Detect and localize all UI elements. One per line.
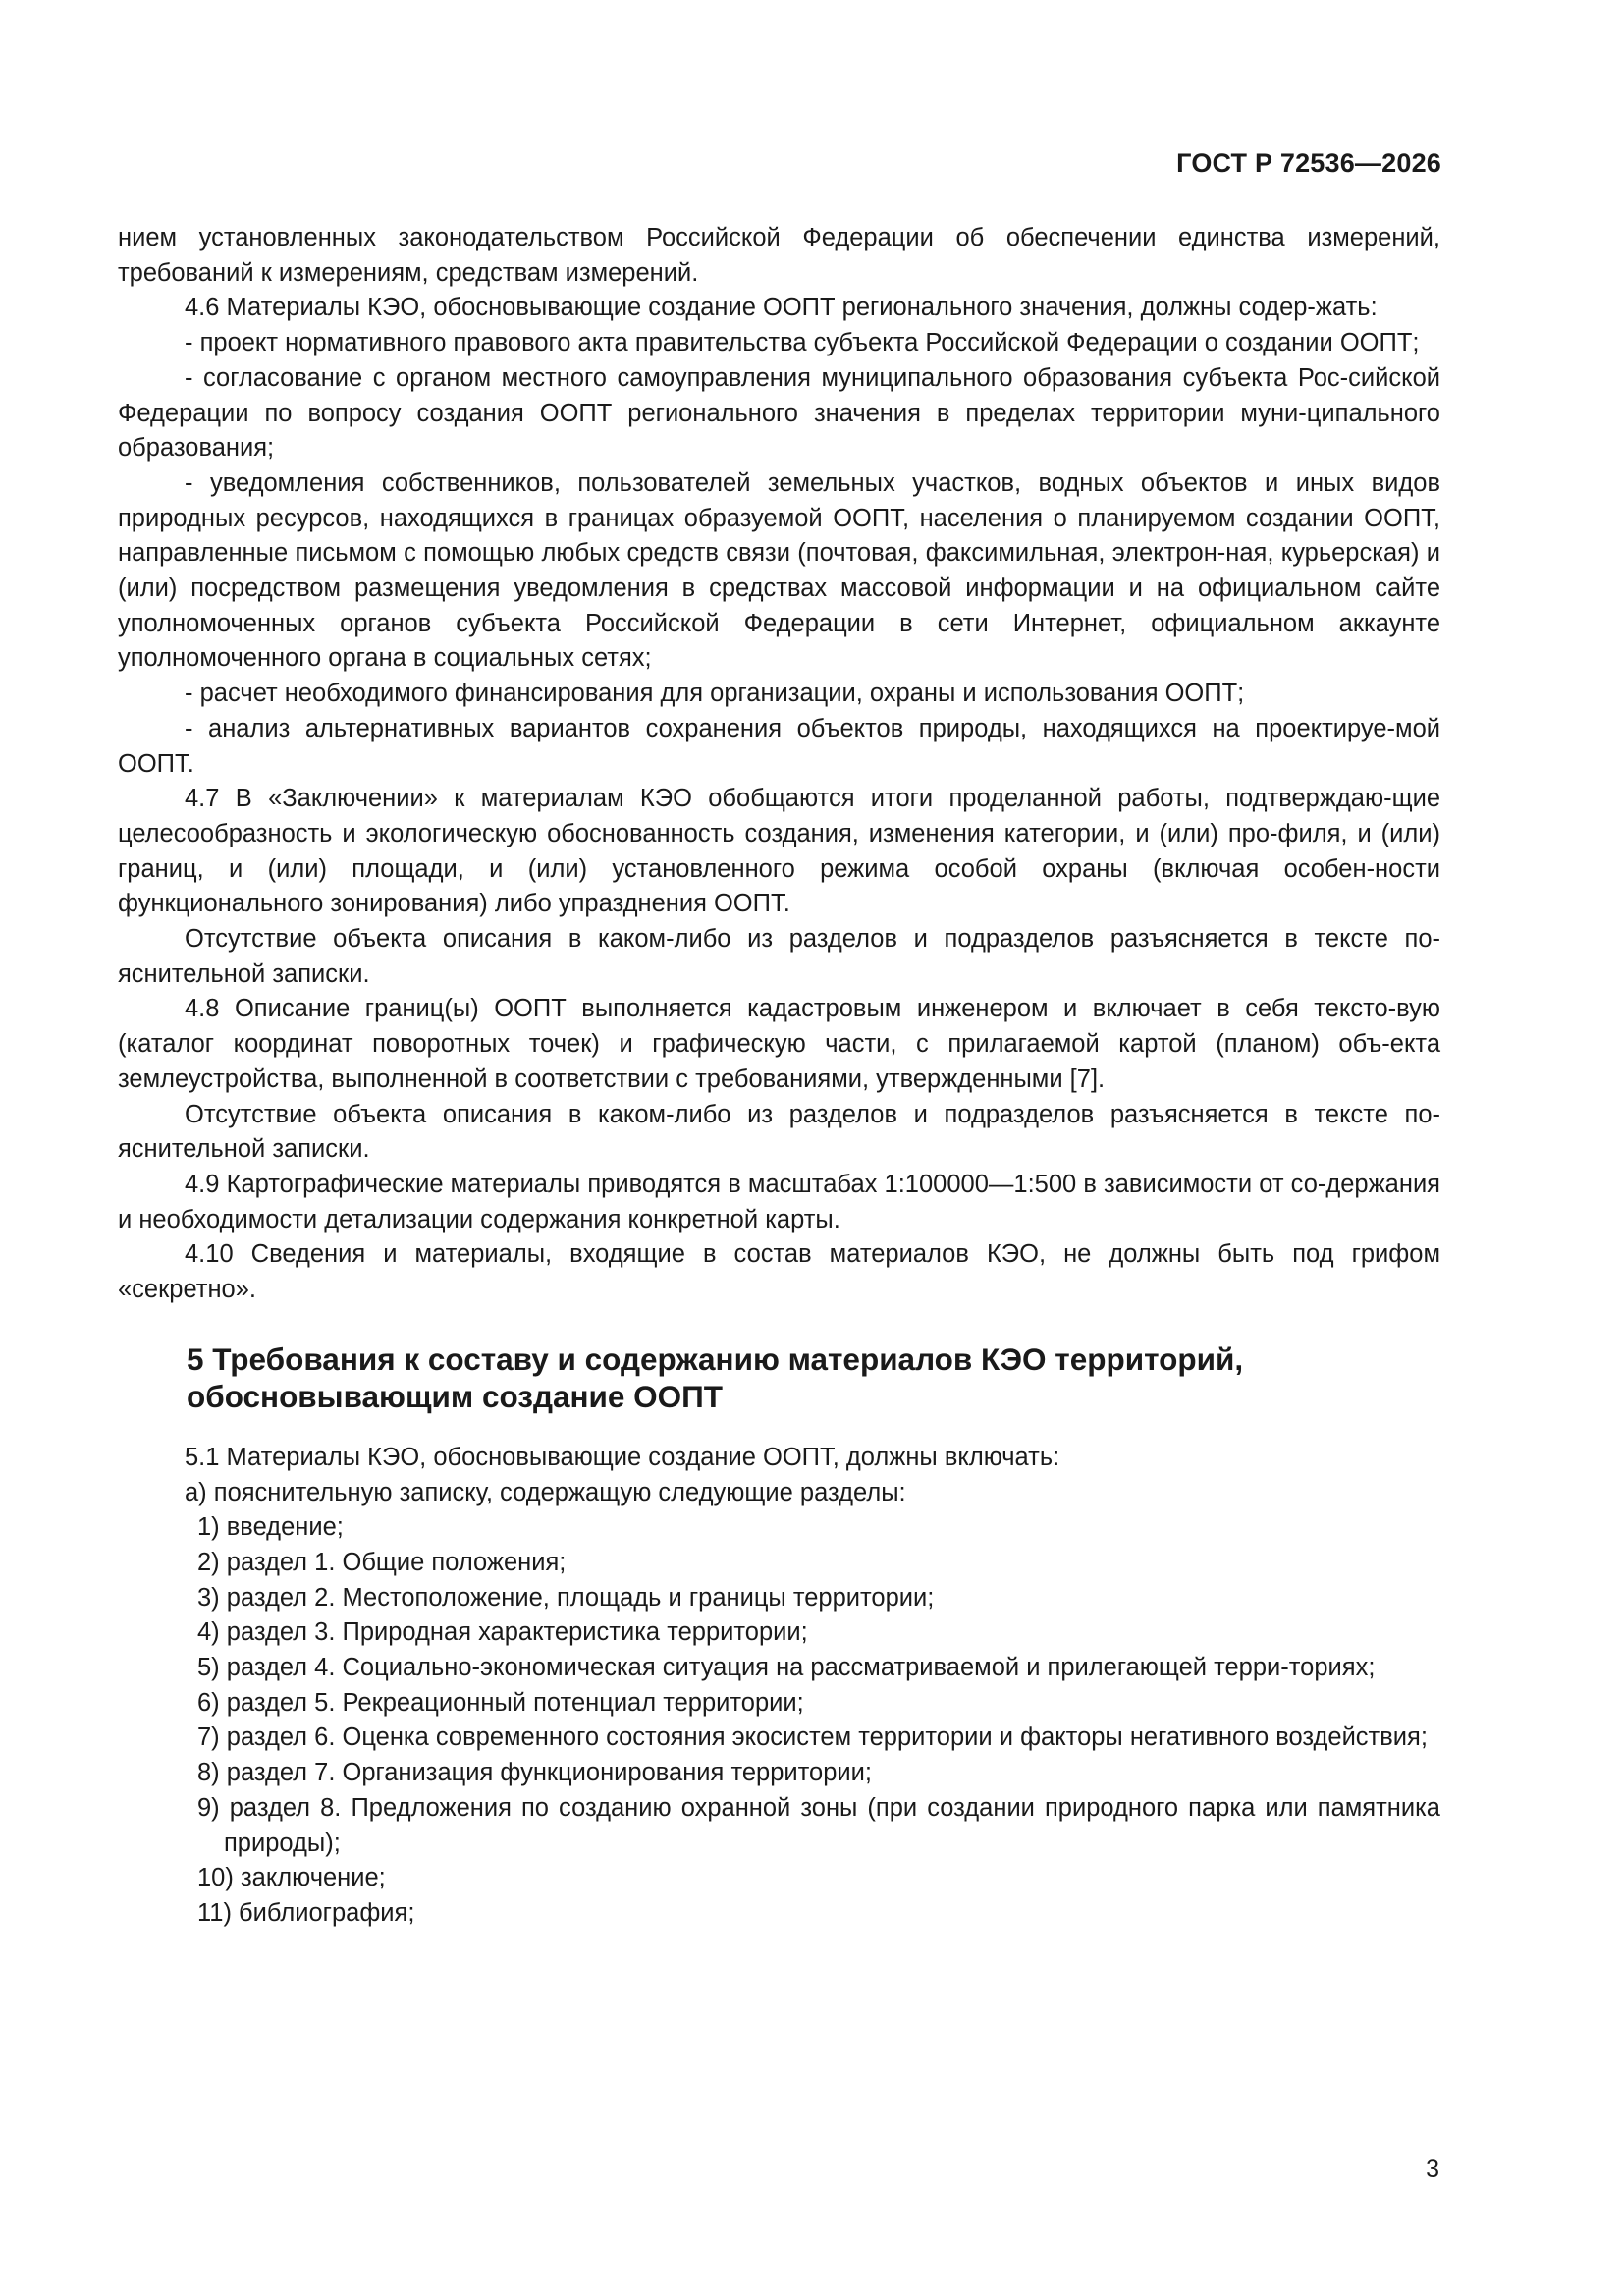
paragraph-4-10: 4.10 Сведения и материалы, входящие в состав материалов КЭО, не должны быть под грифом «секретно». <box>118 1240 1440 1304</box>
paragraph-4-8: 4.8 Описание границ(ы) ООПТ выполняется кадастровым инженером и включает в себя тексто-вую (каталог координат поворотных точек) и графическую части, с прилагаемой картой (планом) объ-екта землеустройства, выполненной в соответствии с требованиями, утвержденными [7]. <box>118 995 1440 1093</box>
section-heading <box>187 1340 1440 1415</box>
section-heading-line: 5 Требования к составу и содержанию материалов КЭО территорий, <box>187 1340 1244 1377</box>
sublist-item: 1) введение; <box>197 1513 344 1542</box>
sublist-item: 7) раздел 6. Оценка современного состояния экосистем территории и факторы негативного воздействия; <box>197 1723 1428 1752</box>
sublist-item: 4) раздел 3. Природная характеристика территории; <box>197 1618 808 1647</box>
paragraph: Отсутствие объекта описания в каком-либо из разделов и подразделов разъясняется в тексте по-яснительной записки. <box>118 1100 1440 1164</box>
list-item-a: а) пояснительную записку, содержащую следующие разделы: <box>185 1478 906 1506</box>
sublist-item: 5) раздел 4. Социально-экономическая ситуация на рассматриваемой и прилегающей терри-ториях; <box>197 1654 1376 1682</box>
paragraph-4-7: 4.7 В «Заключении» к материалам КЭО обобщаются итоги проделанной работы, подтверждаю-щие целесообразность и экологическую обоснованность создания, изменения категории, и (или) про-филя, и (или) границ, и (или) площади, и (или) установленного режима особой охраны (включая особен-ности функционального зонирования) либо упразднения ООПТ. <box>118 785 1440 918</box>
sublist-item: 2) раздел 1. Общие положения; <box>197 1548 567 1576</box>
list-item: - согласование с органом местного самоуправления муниципального образования субъекта Рос-сийской Федерации по вопросу создания ООПТ регионального значения в пределах территории муни-ципального образования; <box>118 363 1440 463</box>
paragraph-4-6: 4.6 Материалы КЭО, обосновывающие создание ООПТ регионального значения, должны содер-жать: <box>185 294 1378 322</box>
sublist-item: 3) раздел 2. Местоположение, площадь и границы территории; <box>197 1583 935 1612</box>
list-item: - анализ альтернативных вариантов сохранения объектов природы, находящихся на проектируе-мой ООПТ. <box>118 714 1440 778</box>
paragraph: Отсутствие объекта описания в каком-либо из разделов и подразделов разъясняется в тексте по-яснительной записки. <box>118 925 1440 988</box>
list-item: - проект нормативного правового акта правительства субъекта Российской Федерации о создании ООПТ; <box>185 329 1420 357</box>
sublist-item: 6) раздел 5. Рекреационный потенциал территории; <box>197 1688 804 1717</box>
paragraph-5-1: 5.1 Материалы КЭО, обосновывающие создание ООПТ, должны включать: <box>185 1443 1060 1471</box>
paragraph: нием установленных законодательством Российской Федерации об обеспечении единства измерений, требований к измерениям, средствам измерений. <box>118 224 1440 287</box>
sublist-item: 10) заключение; <box>197 1864 386 1892</box>
section-heading-line: обосновывающим создание ООПТ <box>187 1378 724 1414</box>
sublist <box>118 1510 1440 1931</box>
sublist-item: 9) раздел 8. Предложения по созданию охранной зоны (при создании природного парка или памятника природы); <box>197 1793 1440 1857</box>
list-item: - уведомления собственников, пользователей земельных участков, водных объектов и иных видов природных ресурсов, находящихся в границах образуемой ООПТ, населения о планируемом создании ООПТ, направленные письмом с помощью любых средств связи (почтовая, факсимильная, электрон-ная, курьерская) и (или) посредством размещения уведомления в средствах массовой информации и на официальном сайте уполномоченных органов субъекта Российской Федерации в сети Интернет, официальном аккаунте уполномоченного органа в социальных сетях; <box>118 468 1440 673</box>
document-header: ГОСТ Р 72536—2026 <box>1176 148 1441 178</box>
sublist-item: 8) раздел 7. Организация функционирования территории; <box>197 1759 872 1787</box>
document-body <box>118 221 1440 1932</box>
sublist-item: 11) библиография; <box>197 1898 415 1927</box>
page-number: 3 <box>1426 2156 1439 2183</box>
list-item: - расчет необходимого финансирования для организации, охраны и использования ООПТ; <box>185 680 1245 708</box>
paragraph-4-9: 4.9 Картографические материалы приводятся в масштабах 1:100000—1:500 в зависимости от со-держания и необходимости детализации содержания конкретной карты. <box>118 1170 1440 1233</box>
